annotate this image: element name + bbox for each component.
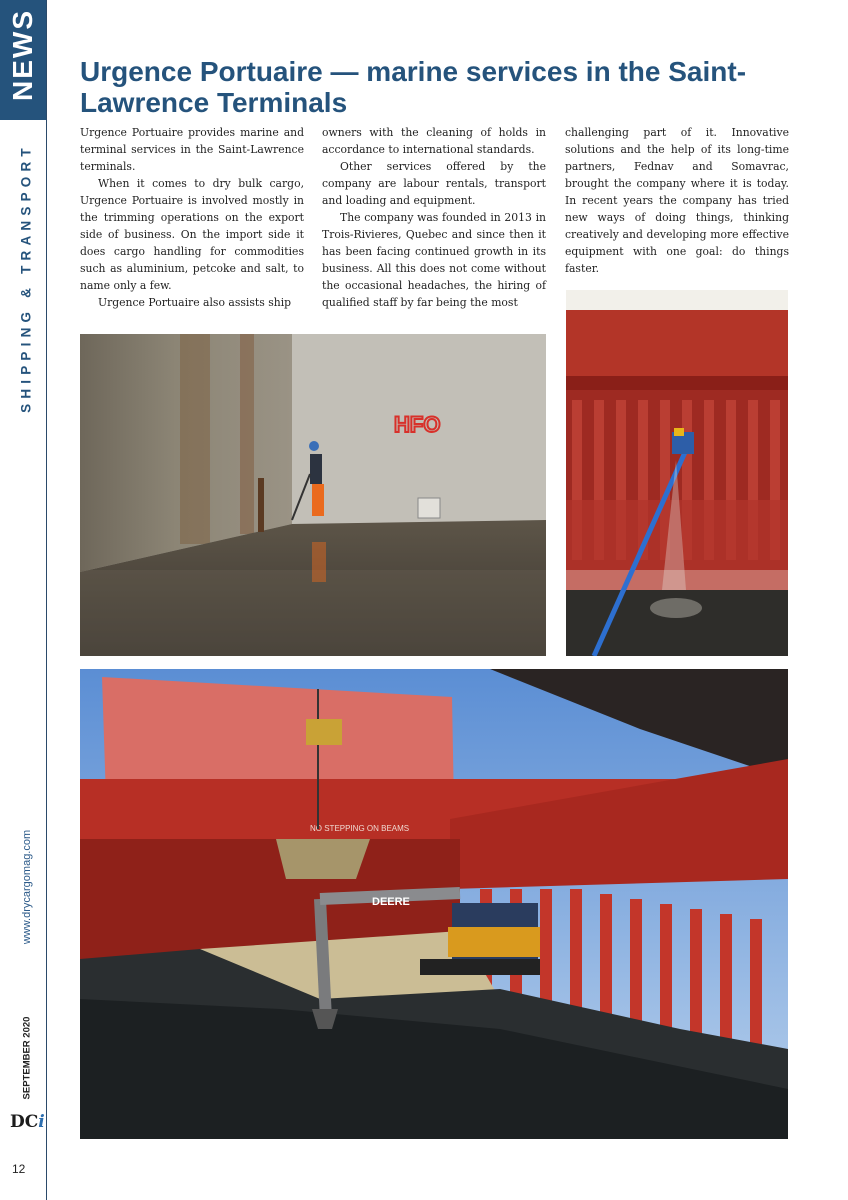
- section-tab: [0, 0, 46, 120]
- article-headline: Urgence Portuaire — marine services in the Saint-Lawrence Terminals: [80, 56, 747, 118]
- magazine-logo: [10, 1112, 45, 1132]
- hatch-notice: NO STEPPING ON BEAMS: [310, 824, 410, 833]
- website-url[interactable]: www.drycargomag.com: [21, 829, 33, 945]
- photo-pressure-washing: [566, 290, 788, 656]
- page-number: 12: [12, 1162, 26, 1176]
- paragraph: Urgence Portuaire also assists ship: [98, 296, 292, 309]
- sidebar-divider: [46, 0, 47, 1200]
- issue-date: SEPTEMBER 2020: [21, 1016, 33, 1100]
- article-column-1: [80, 124, 304, 311]
- paragraph: Other services offered by the company are labour rentals, transport and loading and equipment.: [322, 160, 546, 207]
- hfo-marking: HFO: [394, 412, 441, 437]
- logo-accent: i: [38, 1112, 45, 1132]
- paragraph: owners with the cleaning of holds in accordance to international standards.: [322, 126, 546, 156]
- logo-main: DC: [10, 1112, 39, 1132]
- photo-hold-cleaning: [80, 334, 546, 656]
- paragraph: Urgence Portuaire provides marine and terminal services in the Saint-Lawrence terminals.: [80, 126, 304, 173]
- paragraph: The company was founded in 2013 in Trois-Rivieres, Quebec and since then it has been facing continued growth in its business. All this does not come without the occasional headaches, the hiring of qualified staff by far being the most: [322, 211, 546, 309]
- photo-excavator-hold: [80, 669, 788, 1139]
- paragraph: challenging part of it. Innovative solutions and the help of its long-time partners, Fednav and Somavrac, brought the company where it is today. In recent years the company has tried new ways of doing things, thinking creatively and developing more effective equipment with one goal: do things faster.: [565, 126, 789, 275]
- article-column-2: [322, 124, 546, 311]
- paragraph: When it comes to dry bulk cargo, Urgence Portuaire is involved mostly in the trimming operations on the export side of business. On the import side it does cargo handling for commodities such as aluminium, petcoke and salt, to name only a few.: [80, 177, 304, 292]
- section-label: SHIPPING & TRANSPORT: [18, 143, 34, 413]
- section-tab-label: NEWS: [7, 9, 38, 101]
- excavator-brand: DEERE: [372, 896, 410, 908]
- article-column-3: [565, 124, 789, 277]
